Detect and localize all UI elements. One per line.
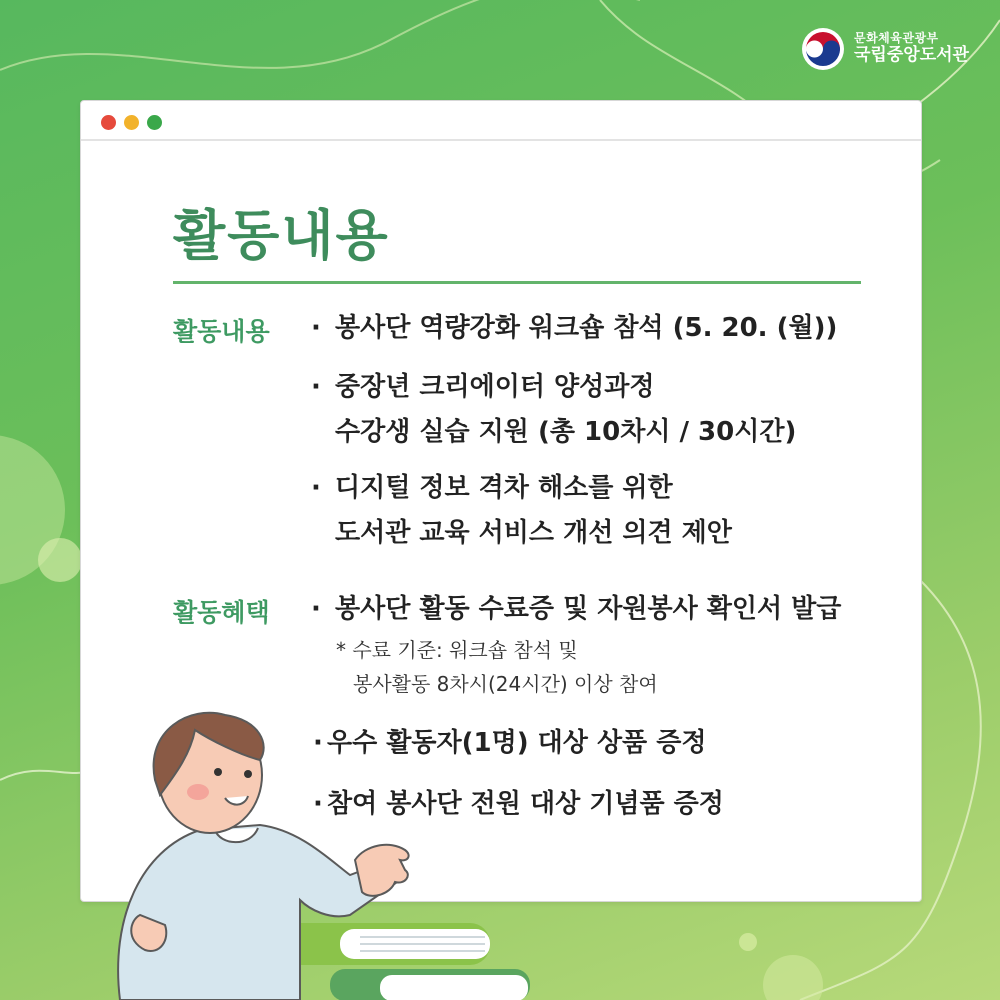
taegeuk-logo-icon [800,26,846,72]
benefits-label: 활동혜택 [173,598,270,627]
activity-item-text-cont: 도서관 교육 서비스 개선 의견 제안 [335,518,732,548]
ministry-name: 문화체육관광부 [854,31,939,46]
activity-item-text-cont: 수강생 실습 지원 (총 10차시 / 30시간) [335,417,797,447]
bullet-mark: · [311,473,321,503]
ministry-logo [800,24,980,74]
bullet-mark: · [311,313,321,343]
title-divider [173,281,861,284]
note-line-cont: 봉사활동 8차시(24시간) 이상 참여 [353,672,658,696]
activity-item-2 [311,365,796,455]
close-dot-icon [101,115,116,130]
benefit-item-text: 참여 봉사단 전원 대상 기념품 증정 [327,789,724,819]
benefit-item-1 [311,587,841,632]
maximize-dot-icon [147,115,162,130]
page-title: 활동내용 [173,204,390,267]
bullet-mark: · [313,728,323,758]
activity-item-1 [311,306,837,351]
volunteer-character-illustration [100,700,420,1000]
activity-item-text: 중장년 크리에이터 양성과정 [335,372,655,402]
bullet-mark: · [313,789,323,819]
activities-label: 활동내용 [173,317,270,346]
bullet-mark: · [311,594,321,624]
window-titlebar [81,101,921,141]
completion-criteria-note [336,633,658,701]
note-line: * 수료 기준: 워크숍 참석 및 [336,638,578,662]
activity-item-3 [311,466,732,556]
bullet-mark: · [311,372,321,402]
benefit-item-text: 우수 활동자(1명) 대상 상품 증정 [327,728,707,758]
activity-item-text: 봉사단 역량강화 워크숍 참석 (5. 20. (월)) [335,313,838,343]
library-name: 국립중앙도서관 [854,45,969,66]
activity-item-text: 디지털 정보 격차 해소를 위한 [335,473,673,503]
minimize-dot-icon [124,115,139,130]
benefit-item-text: 봉사단 활동 수료증 및 자원봉사 확인서 발급 [335,594,842,624]
